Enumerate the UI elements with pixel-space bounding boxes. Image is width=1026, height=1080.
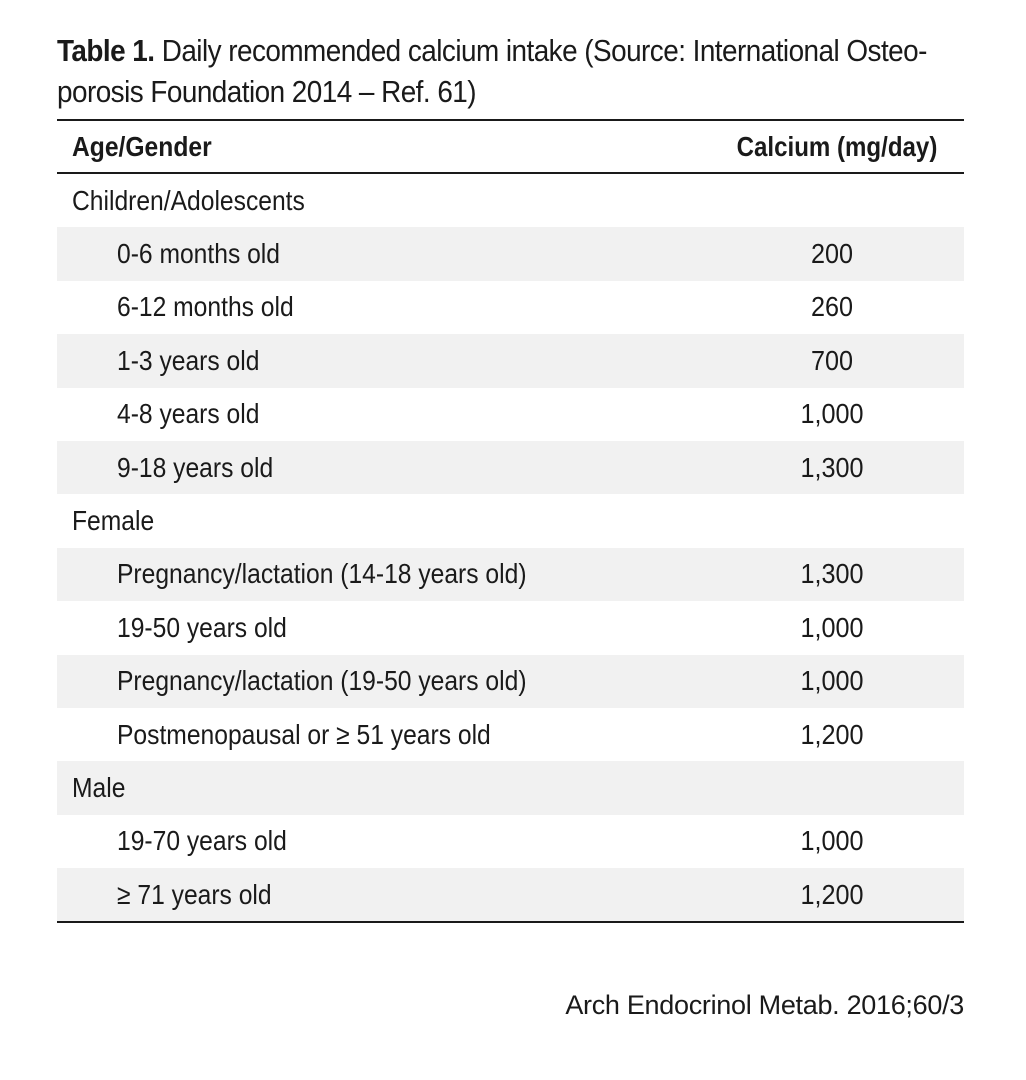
row-calcium-value: 260	[810, 291, 854, 323]
row-calcium-value	[729, 761, 936, 814]
row-label: ≥ 71 years old	[117, 878, 272, 910]
table-row	[57, 548, 964, 601]
table-row	[57, 388, 964, 441]
table-group-row	[57, 761, 964, 814]
row-calcium-value: 1,200	[800, 878, 864, 910]
row-label: Pregnancy/lactation (14-18 years old)	[117, 558, 527, 590]
row-calcium-value	[729, 494, 936, 547]
row-calcium-value: 200	[810, 238, 854, 270]
table-group-row	[57, 494, 964, 547]
table-group-row	[57, 174, 964, 227]
row-calcium-value: 1,300	[800, 558, 864, 590]
row-label: 1-3 years old	[117, 344, 260, 376]
calcium-intake-table	[57, 119, 964, 923]
row-label: Pregnancy/lactation (19-50 years old)	[117, 665, 527, 697]
table-header-row	[57, 121, 964, 172]
group-label: Children/Adolescents	[72, 184, 305, 216]
row-label: 19-50 years old	[117, 611, 287, 643]
group-label: Male	[72, 771, 126, 803]
row-label: Postmenopausal or ≥ 51 years old	[117, 718, 491, 750]
row-calcium-value: 700	[810, 344, 854, 376]
table-row	[57, 281, 964, 334]
table-caption-text: Daily recommended calcium intake (Source: International Osteo-porosis Foundation 2014 – Ref. 61)	[57, 33, 927, 109]
table-row	[57, 334, 964, 387]
journal-citation: Arch Endocrinol Metab. 2016;60/3	[565, 990, 964, 1020]
header-calcium: Calcium (mg/day)	[736, 130, 938, 162]
row-calcium-value	[729, 174, 936, 227]
row-calcium-value: 1,000	[800, 398, 864, 430]
header-age-gender: Age/Gender	[72, 130, 212, 162]
row-label: 6-12 months old	[117, 291, 294, 323]
row-label: 19-70 years old	[117, 825, 287, 857]
table-row	[57, 868, 964, 921]
table-caption-label: Table 1.	[57, 33, 155, 68]
table-caption	[57, 30, 977, 112]
table-row	[57, 708, 964, 761]
table-row	[57, 655, 964, 708]
table-row	[57, 815, 964, 868]
row-calcium-value: 1,000	[800, 611, 864, 643]
row-calcium-value: 1,000	[800, 665, 864, 697]
table-body	[57, 174, 964, 921]
group-label: Female	[72, 505, 155, 537]
row-calcium-value: 1,300	[800, 451, 864, 483]
table-bottom-rule	[57, 921, 964, 923]
table-row	[57, 441, 964, 494]
row-label: 0-6 months old	[117, 238, 280, 270]
table-row	[57, 601, 964, 654]
row-label: 4-8 years old	[117, 398, 260, 430]
table-row	[57, 227, 964, 280]
row-calcium-value: 1,000	[800, 825, 864, 857]
row-calcium-value: 1,200	[800, 718, 864, 750]
row-label: 9-18 years old	[117, 451, 274, 483]
